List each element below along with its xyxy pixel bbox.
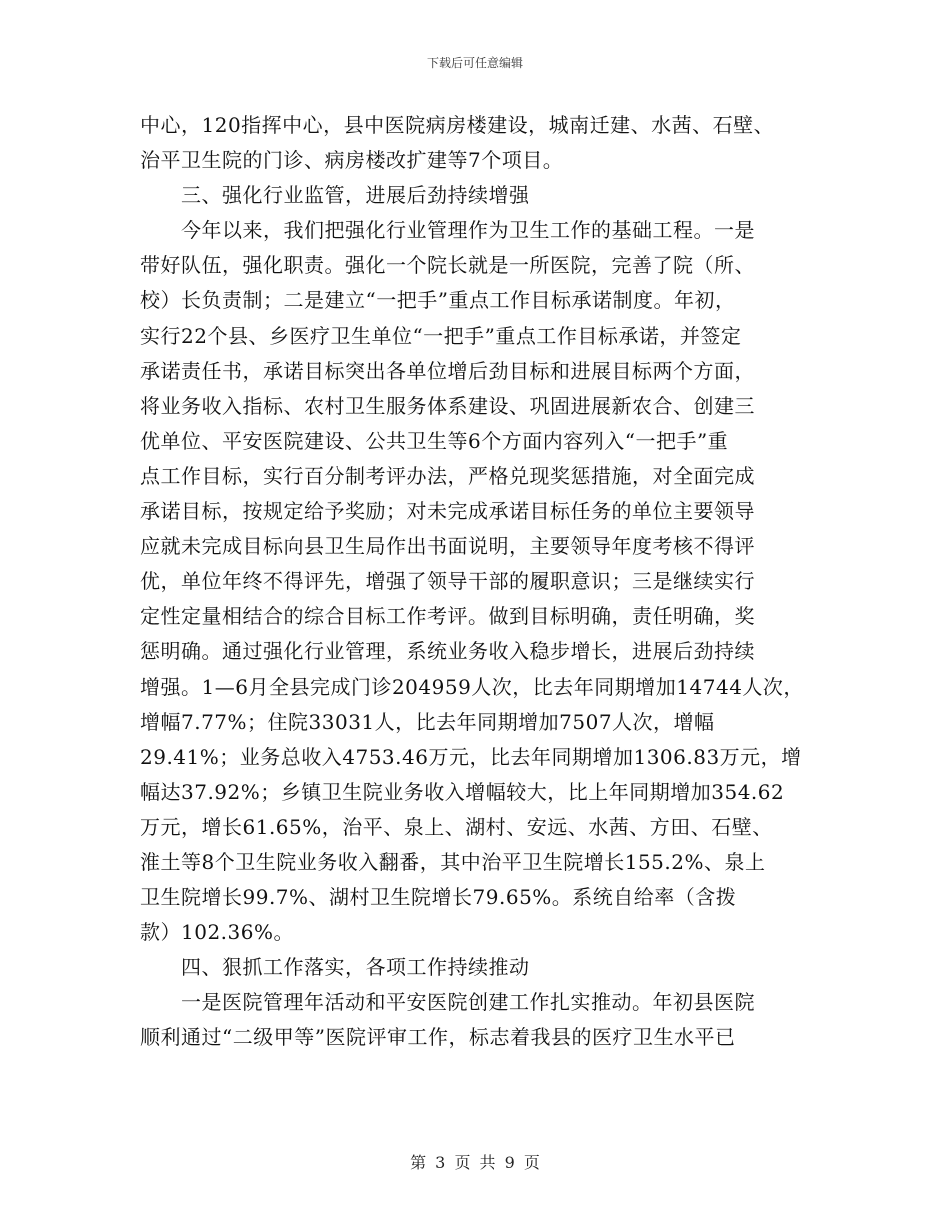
text-line: 承诺目标，按规定给予奖励；对未完成承诺目标任务的单位主要领导 — [140, 499, 755, 524]
text-line: 治平卫生院的门诊、病房楼改扩建等7个项目。 — [140, 148, 564, 173]
text-line: 一是医院管理年活动和平安医院创建工作扎实推动。年初县医院 — [140, 990, 755, 1015]
text-line: 带好队伍，强化职责。强化一个院长就是一所医院，完善了院（所、 — [140, 253, 755, 278]
text-line: 应就未完成目标向县卫生局作出书面说明，主要领导年度考核不得评 — [140, 534, 755, 559]
text-line: 淮土等8个卫生院业务收入翻番，其中治平卫生院增长155.2%、泉上 — [140, 849, 766, 874]
text-line: 卫生院增长99.7%、湖村卫生院增长79.65%。系统自给率（含拨 — [140, 885, 737, 910]
section-heading: 四、狠抓工作落实，各项工作持续推动 — [140, 955, 530, 980]
text-line: 幅达37.92%；乡镇卫生院业务收入增幅较大，比上年同期增加354.62 — [140, 779, 785, 804]
text-line: 29.41%；业务总收入4753.46万元，比去年同期增加1306.83万元，增 — [140, 744, 802, 769]
text-line: 万元，增长61.65%，治平、泉上、湖村、安远、水茜、方田、石壁、 — [140, 814, 773, 839]
text-line: 将业务收入指标、农村卫生服务体系建设、巩固进展新农合、创建三 — [140, 393, 755, 418]
page-number: 第 3 页 共 9 页 — [410, 1153, 540, 1172]
section-heading: 三、强化行业监管，进展后劲持续增强 — [140, 183, 530, 208]
text-line: 优单位、平安医院建设、公共卫生等6个方面内容列入“一把手”重 — [140, 428, 729, 453]
text-line: 增强。1—6月全县完成门诊204959人次，比去年同期增加14744人次， — [140, 674, 804, 699]
text-line: 中心，120指挥中心，县中医院病房楼建设，城南迁建、水茜、石壁、 — [140, 113, 775, 137]
text-line: 定性定量相结合的综合目标工作考评。做到目标明确，责任明确，奖 — [140, 604, 755, 629]
text-line: 增幅7.77%；住院33031人，比去年同期增加7507人次，增幅 — [140, 709, 715, 734]
text-line: 优，单位年终不得评先，增强了领导干部的履职意识；三是继续实行 — [140, 569, 755, 594]
body-text — [140, 108, 820, 1056]
text-line: 款）102.36%。 — [140, 920, 294, 945]
text-line: 实行22个县、乡医疗卫生单位“一把手”重点工作目标承诺，并签定 — [140, 323, 742, 348]
text-line: 今年以来，我们把强化行业管理作为卫生工作的基础工程。一是 — [140, 218, 755, 243]
text-line: 点工作目标，实行百分制考评办法，严格兑现奖惩措施，对全面完成 — [140, 463, 755, 488]
page-header: 下载后可任意编辑 — [426, 56, 523, 70]
text-line: 校）长负责制；二是建立“一把手”重点工作目标承诺制度。年初， — [140, 288, 736, 313]
text-line: 惩明确。通过强化行业管理，系统业务收入稳步增长，进展后劲持续 — [140, 639, 755, 664]
text-line: 顺利通过“二级甲等”医院评审工作，标志着我县的医疗卫生水平已 — [140, 1025, 736, 1050]
text-line: 承诺责任书，承诺目标突出各单位增后劲目标和进展目标两个方面， — [140, 358, 755, 383]
